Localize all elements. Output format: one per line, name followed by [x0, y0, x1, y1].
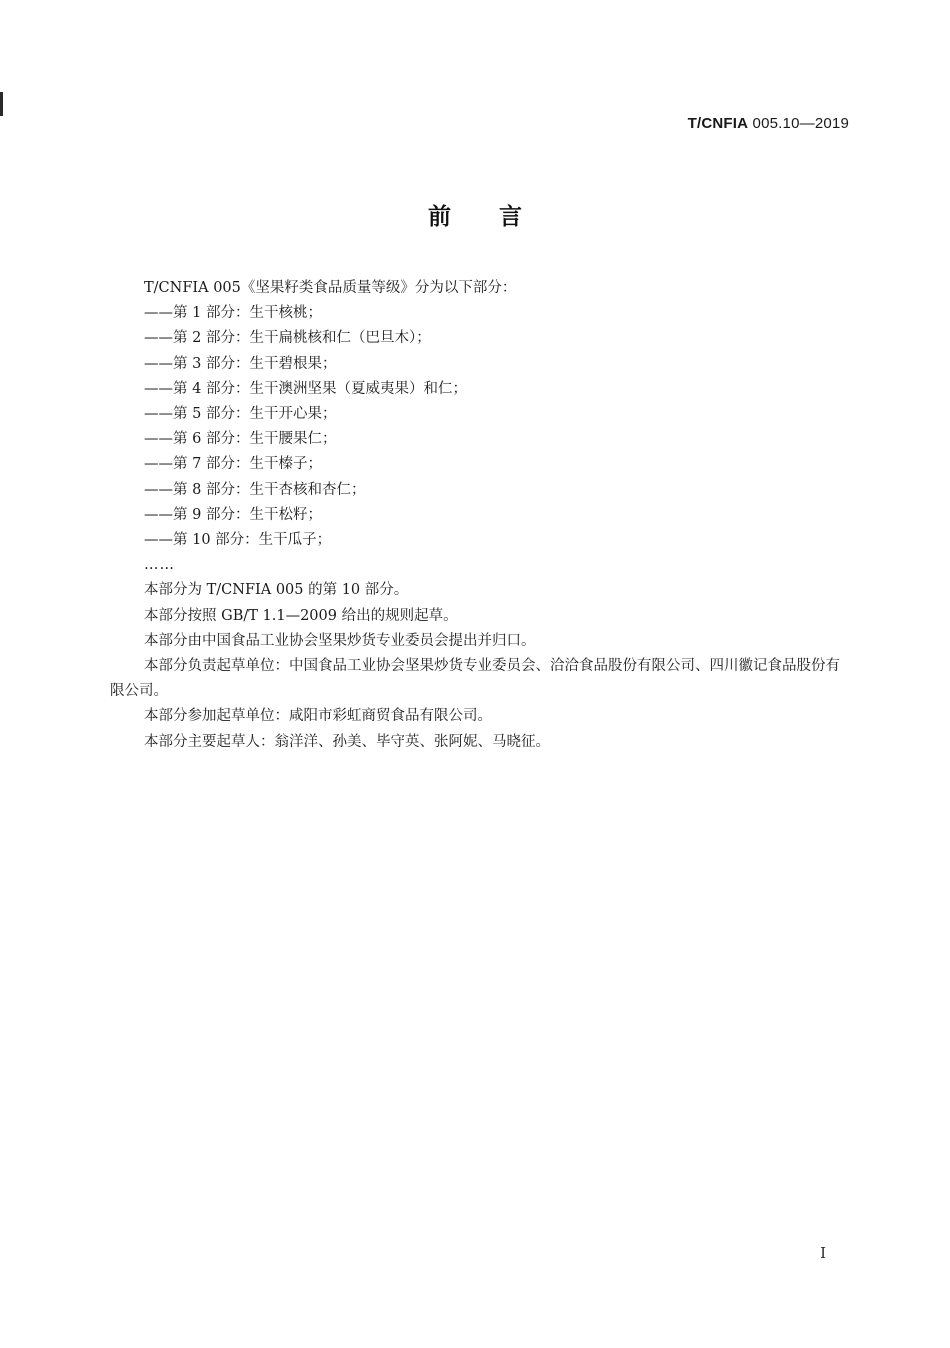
list-item: ——第 10 部分：生干瓜子；: [144, 532, 332, 549]
list-item: ——第 2 部分：生干扁桃核和仁（巴旦木）；: [144, 330, 431, 347]
document-code-prefix: T/CNFIA: [687, 115, 749, 132]
parts-list: [110, 301, 852, 553]
list-item: ——第 6 部分：生干腰果仁；: [144, 431, 337, 448]
paragraph: 本部分负责起草单位：中国食品工业协会坚果炒货专业委员会、洽洽食品股份有限公司、四川徽记食品股份有限公司。: [110, 658, 840, 700]
paragraph: 本部分按照 GB/T 1.1—2009 给出的规则起草。: [144, 607, 458, 624]
list-ellipsis: ……: [144, 557, 175, 574]
list-item: ——第 8 部分：生干杏核和杏仁；: [144, 481, 366, 498]
list-item: ——第 5 部分：生干开心果；: [144, 406, 337, 423]
list-item: ——第 4 部分：生干澳洲坚果（夏威夷果）和仁；: [144, 380, 467, 397]
intro-paragraph: T/CNFIA 005《坚果籽类食品质量等级》分为以下部分：: [144, 280, 517, 296]
foreword-body: [110, 276, 852, 755]
document-code-number: 005.10—2019: [748, 115, 849, 132]
document-code: [688, 115, 849, 132]
paragraph: 本部分由中国食品工业协会坚果炒货专业委员会提出并归口。: [144, 632, 536, 649]
paragraph: 本部分为 T/CNFIA 005 的第 10 部分。: [144, 582, 409, 599]
page-number: I: [820, 1244, 826, 1262]
list-item: ——第 9 部分：生干松籽；: [144, 506, 322, 523]
list-item: ——第 7 部分：生干榛子；: [144, 456, 322, 473]
list-item: ——第 1 部分：生干核桃；: [144, 305, 322, 322]
list-item: ——第 3 部分：生干碧根果；: [144, 355, 337, 372]
page-title: 前言: [428, 204, 570, 230]
binding-margin-mark: [0, 92, 3, 116]
paragraph: 本部分参加起草单位：咸阳市彩虹商贸食品有限公司。: [144, 708, 492, 725]
paragraph: 本部分主要起草人：翁洋洋、孙美、毕守英、张阿妮、马晓征。: [144, 733, 550, 750]
